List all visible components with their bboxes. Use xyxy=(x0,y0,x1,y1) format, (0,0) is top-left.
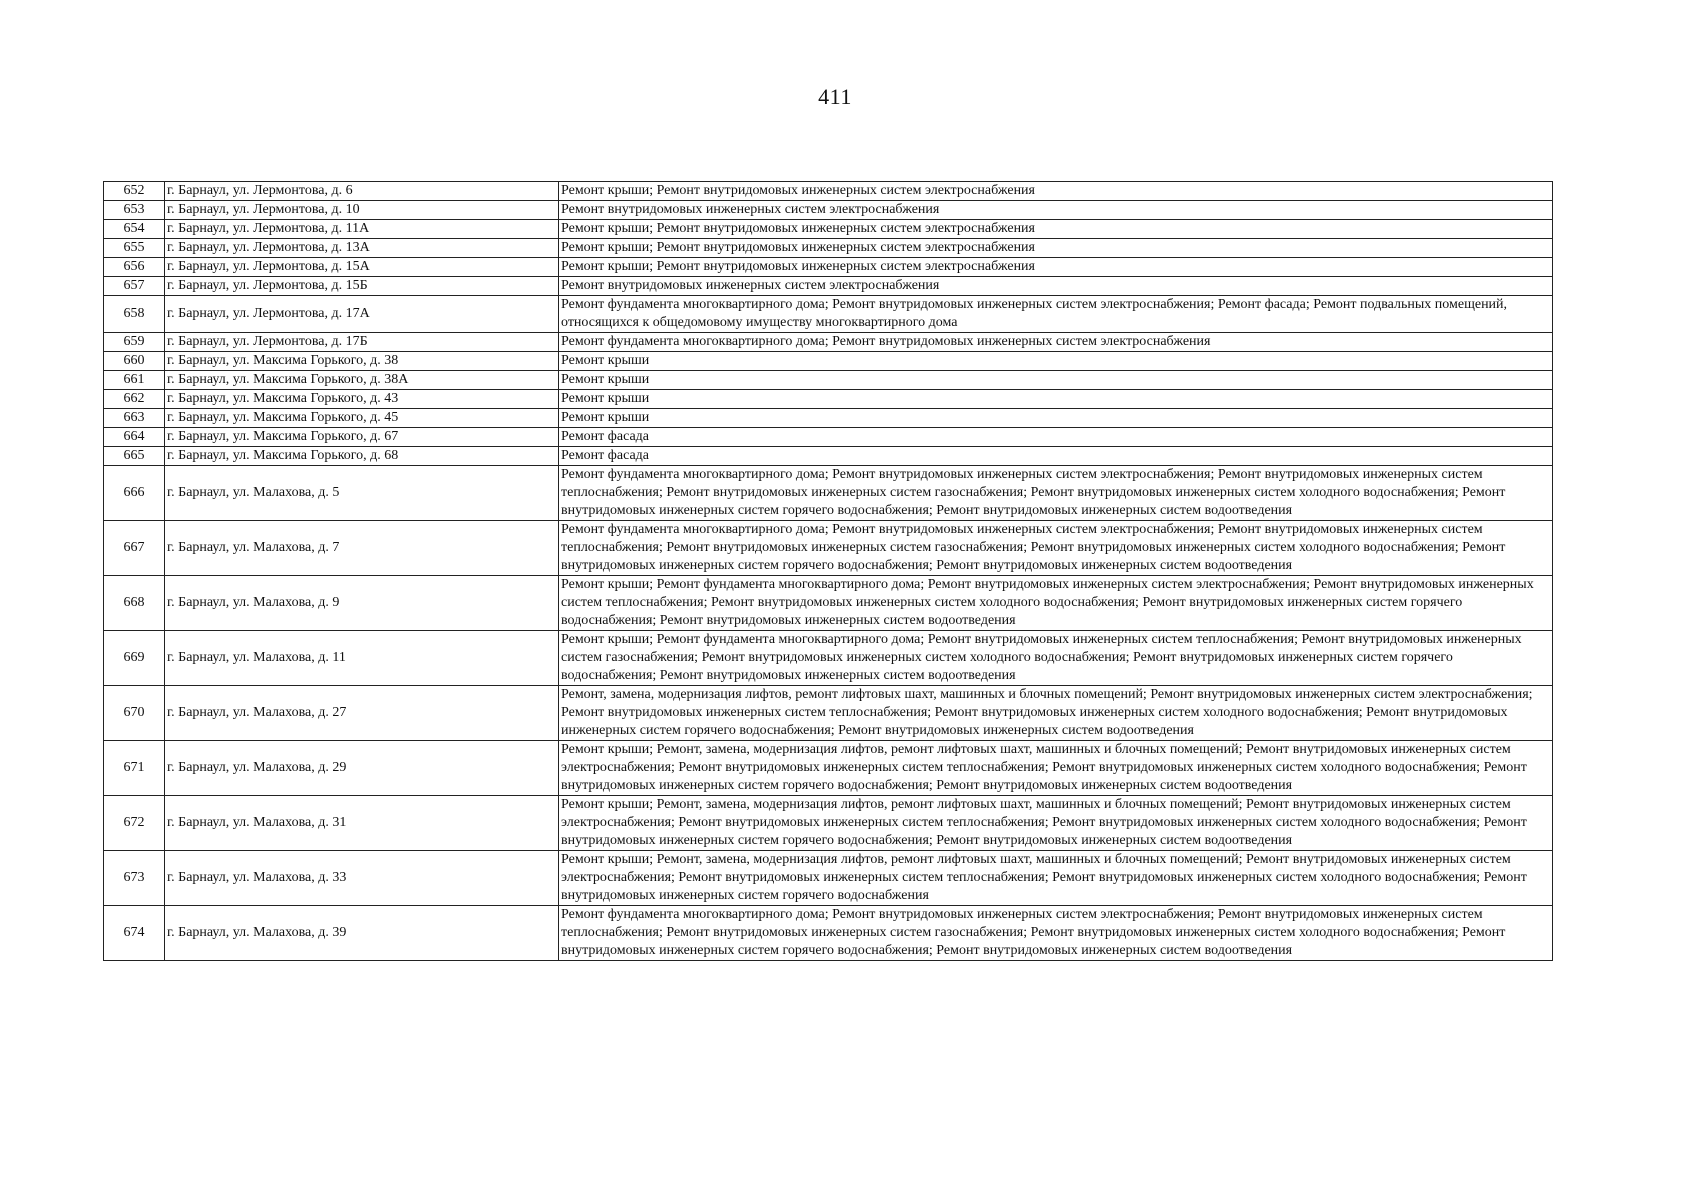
row-number-cell: 654 xyxy=(104,220,165,239)
works-cell: Ремонт крыши xyxy=(559,371,1553,390)
row-number-cell: 670 xyxy=(104,686,165,741)
table-row xyxy=(104,521,1553,576)
row-number-cell: 661 xyxy=(104,371,165,390)
table-row xyxy=(104,352,1553,371)
address-cell: г. Барнаул, ул. Малахова, д. 7 xyxy=(165,521,559,576)
works-cell: Ремонт крыши; Ремонт внутридомовых инженерных систем электроснабжения xyxy=(559,239,1553,258)
works-cell: Ремонт фундамента многоквартирного дома; Ремонт внутридомовых инженерных систем электроснабжения; Ремонт фасада; Ремонт подвальных помещений, относящихся к общедомовому имуществу многоквартирного дома xyxy=(559,296,1553,333)
works-cell: Ремонт фундамента многоквартирного дома; Ремонт внутридомовых инженерных систем электроснабжения; Ремонт внутридомовых инженерных систем теплоснабжения; Ремонт внутридомовых инженерных систем газоснабжения; Ремонт внутридомовых инженерных систем холодного водоснабжения; Ремонт внутридомовых инженерных систем горячего водоснабжения; Ремонт внутридомовых инженерных систем водоотведения xyxy=(559,906,1553,961)
table-row xyxy=(104,390,1553,409)
row-number-cell: 655 xyxy=(104,239,165,258)
address-cell: г. Барнаул, ул. Лермонтова, д. 11А xyxy=(165,220,559,239)
address-cell: г. Барнаул, ул. Малахова, д. 33 xyxy=(165,851,559,906)
works-cell: Ремонт крыши; Ремонт, замена, модернизация лифтов, ремонт лифтовых шахт, машинных и блочных помещений; Ремонт внутридомовых инженерных систем электроснабжения; Ремонт внутридомовых инженерных систем теплоснабжения; Ремонт внутридомовых инженерных систем холодного водоснабжения; Ремонт внутридомовых инженерных систем горячего водоснабжения; Ремонт внутридомовых инженерных систем водоотведения xyxy=(559,796,1553,851)
table-row xyxy=(104,333,1553,352)
address-cell: г. Барнаул, ул. Лермонтова, д. 10 xyxy=(165,201,559,220)
table-row xyxy=(104,409,1553,428)
row-number-cell: 668 xyxy=(104,576,165,631)
address-cell: г. Барнаул, ул. Максима Горького, д. 43 xyxy=(165,390,559,409)
table-row xyxy=(104,428,1553,447)
table-row xyxy=(104,447,1553,466)
row-number-cell: 674 xyxy=(104,906,165,961)
works-cell: Ремонт крыши; Ремонт внутридомовых инженерных систем электроснабжения xyxy=(559,182,1553,201)
table-row xyxy=(104,277,1553,296)
table-row xyxy=(104,201,1553,220)
address-cell: г. Барнаул, ул. Малахова, д. 29 xyxy=(165,741,559,796)
row-number-cell: 653 xyxy=(104,201,165,220)
table-body xyxy=(104,182,1553,961)
row-number-cell: 673 xyxy=(104,851,165,906)
row-number-cell: 652 xyxy=(104,182,165,201)
works-cell: Ремонт крыши; Ремонт внутридомовых инженерных систем электроснабжения xyxy=(559,258,1553,277)
address-cell: г. Барнаул, ул. Лермонтова, д. 6 xyxy=(165,182,559,201)
works-cell: Ремонт крыши xyxy=(559,352,1553,371)
row-number-cell: 660 xyxy=(104,352,165,371)
works-cell: Ремонт фундамента многоквартирного дома; Ремонт внутридомовых инженерных систем электроснабжения xyxy=(559,333,1553,352)
row-number-cell: 672 xyxy=(104,796,165,851)
row-number-cell: 666 xyxy=(104,466,165,521)
address-cell: г. Барнаул, ул. Максима Горького, д. 45 xyxy=(165,409,559,428)
row-number-cell: 662 xyxy=(104,390,165,409)
works-cell: Ремонт фасада xyxy=(559,447,1553,466)
page-number: 411 xyxy=(818,84,852,109)
address-cell: г. Барнаул, ул. Максима Горького, д. 67 xyxy=(165,428,559,447)
works-cell: Ремонт внутридомовых инженерных систем электроснабжения xyxy=(559,277,1553,296)
address-cell: г. Барнаул, ул. Максима Горького, д. 38 xyxy=(165,352,559,371)
address-cell: г. Барнаул, ул. Малахова, д. 9 xyxy=(165,576,559,631)
table-row xyxy=(104,296,1553,333)
repair-registry-table xyxy=(103,181,1553,961)
works-cell: Ремонт внутридомовых инженерных систем электроснабжения xyxy=(559,201,1553,220)
address-cell: г. Барнаул, ул. Максима Горького, д. 38А xyxy=(165,371,559,390)
address-cell: г. Барнаул, ул. Малахова, д. 27 xyxy=(165,686,559,741)
row-number-cell: 664 xyxy=(104,428,165,447)
table-row xyxy=(104,258,1553,277)
table-row xyxy=(104,631,1553,686)
row-number-cell: 671 xyxy=(104,741,165,796)
table-row xyxy=(104,686,1553,741)
address-cell: г. Барнаул, ул. Малахова, д. 11 xyxy=(165,631,559,686)
address-cell: г. Барнаул, ул. Лермонтова, д. 15А xyxy=(165,258,559,277)
works-cell: Ремонт крыши; Ремонт, замена, модернизация лифтов, ремонт лифтовых шахт, машинных и блочных помещений; Ремонт внутридомовых инженерных систем электроснабжения; Ремонт внутридомовых инженерных систем теплоснабжения; Ремонт внутридомовых инженерных систем холодного водоснабжения; Ремонт внутридомовых инженерных систем горячего водоснабжения xyxy=(559,851,1553,906)
address-cell: г. Барнаул, ул. Лермонтова, д. 17А xyxy=(165,296,559,333)
table-row xyxy=(104,220,1553,239)
row-number-cell: 658 xyxy=(104,296,165,333)
works-cell: Ремонт фундамента многоквартирного дома; Ремонт внутридомовых инженерных систем электроснабжения; Ремонт внутридомовых инженерных систем теплоснабжения; Ремонт внутридомовых инженерных систем газоснабжения; Ремонт внутридомовых инженерных систем холодного водоснабжения; Ремонт внутридомовых инженерных систем горячего водоснабжения; Ремонт внутридомовых инженерных систем водоотведения xyxy=(559,521,1553,576)
address-cell: г. Барнаул, ул. Малахова, д. 5 xyxy=(165,466,559,521)
table-row xyxy=(104,796,1553,851)
table-row xyxy=(104,576,1553,631)
address-cell: г. Барнаул, ул. Малахова, д. 39 xyxy=(165,906,559,961)
works-cell: Ремонт фундамента многоквартирного дома; Ремонт внутридомовых инженерных систем электроснабжения; Ремонт внутридомовых инженерных систем теплоснабжения; Ремонт внутридомовых инженерных систем газоснабжения; Ремонт внутридомовых инженерных систем холодного водоснабжения; Ремонт внутридомовых инженерных систем горячего водоснабжения; Ремонт внутридомовых инженерных систем водоотведения xyxy=(559,466,1553,521)
table-row xyxy=(104,906,1553,961)
works-cell: Ремонт крыши; Ремонт фундамента многоквартирного дома; Ремонт внутридомовых инженерных систем электроснабжения; Ремонт внутридомовых инженерных систем теплоснабжения; Ремонт внутридомовых инженерных систем холодного водоснабжения; Ремонт внутридомовых инженерных систем горячего водоснабжения; Ремонт внутридомовых инженерных систем водоотведения xyxy=(559,576,1553,631)
row-number-cell: 656 xyxy=(104,258,165,277)
address-cell: г. Барнаул, ул. Лермонтова, д. 17Б xyxy=(165,333,559,352)
row-number-cell: 669 xyxy=(104,631,165,686)
works-cell: Ремонт крыши; Ремонт фундамента многоквартирного дома; Ремонт внутридомовых инженерных систем теплоснабжения; Ремонт внутридомовых инженерных систем газоснабжения; Ремонт внутридомовых инженерных систем холодного водоснабжения; Ремонт внутридомовых инженерных систем горячего водоснабжения; Ремонт внутридомовых инженерных систем водоотведения xyxy=(559,631,1553,686)
table-row xyxy=(104,466,1553,521)
table-row xyxy=(104,741,1553,796)
table-row xyxy=(104,239,1553,258)
works-cell: Ремонт крыши xyxy=(559,409,1553,428)
table-row xyxy=(104,851,1553,906)
works-cell: Ремонт фасада xyxy=(559,428,1553,447)
row-number-cell: 665 xyxy=(104,447,165,466)
address-cell: г. Барнаул, ул. Лермонтова, д. 13А xyxy=(165,239,559,258)
row-number-cell: 667 xyxy=(104,521,165,576)
works-cell: Ремонт крыши; Ремонт внутридомовых инженерных систем электроснабжения xyxy=(559,220,1553,239)
address-cell: г. Барнаул, ул. Лермонтова, д. 15Б xyxy=(165,277,559,296)
row-number-cell: 657 xyxy=(104,277,165,296)
row-number-cell: 659 xyxy=(104,333,165,352)
works-cell: Ремонт, замена, модернизация лифтов, ремонт лифтовых шахт, машинных и блочных помещений; Ремонт внутридомовых инженерных систем электроснабжения; Ремонт внутридомовых инженерных систем теплоснабжения; Ремонт внутридомовых инженерных систем холодного водоснабжения; Ремонт внутридомовых инженерных систем горячего водоснабжения; Ремонт внутридомовых инженерных систем водоотведения xyxy=(559,686,1553,741)
works-cell: Ремонт крыши xyxy=(559,390,1553,409)
table-row xyxy=(104,371,1553,390)
works-cell: Ремонт крыши; Ремонт, замена, модернизация лифтов, ремонт лифтовых шахт, машинных и блочных помещений; Ремонт внутридомовых инженерных систем электроснабжения; Ремонт внутридомовых инженерных систем теплоснабжения; Ремонт внутридомовых инженерных систем холодного водоснабжения; Ремонт внутридомовых инженерных систем горячего водоснабжения; Ремонт внутридомовых инженерных систем водоотведения xyxy=(559,741,1553,796)
address-cell: г. Барнаул, ул. Малахова, д. 31 xyxy=(165,796,559,851)
table-row xyxy=(104,182,1553,201)
row-number-cell: 663 xyxy=(104,409,165,428)
address-cell: г. Барнаул, ул. Максима Горького, д. 68 xyxy=(165,447,559,466)
